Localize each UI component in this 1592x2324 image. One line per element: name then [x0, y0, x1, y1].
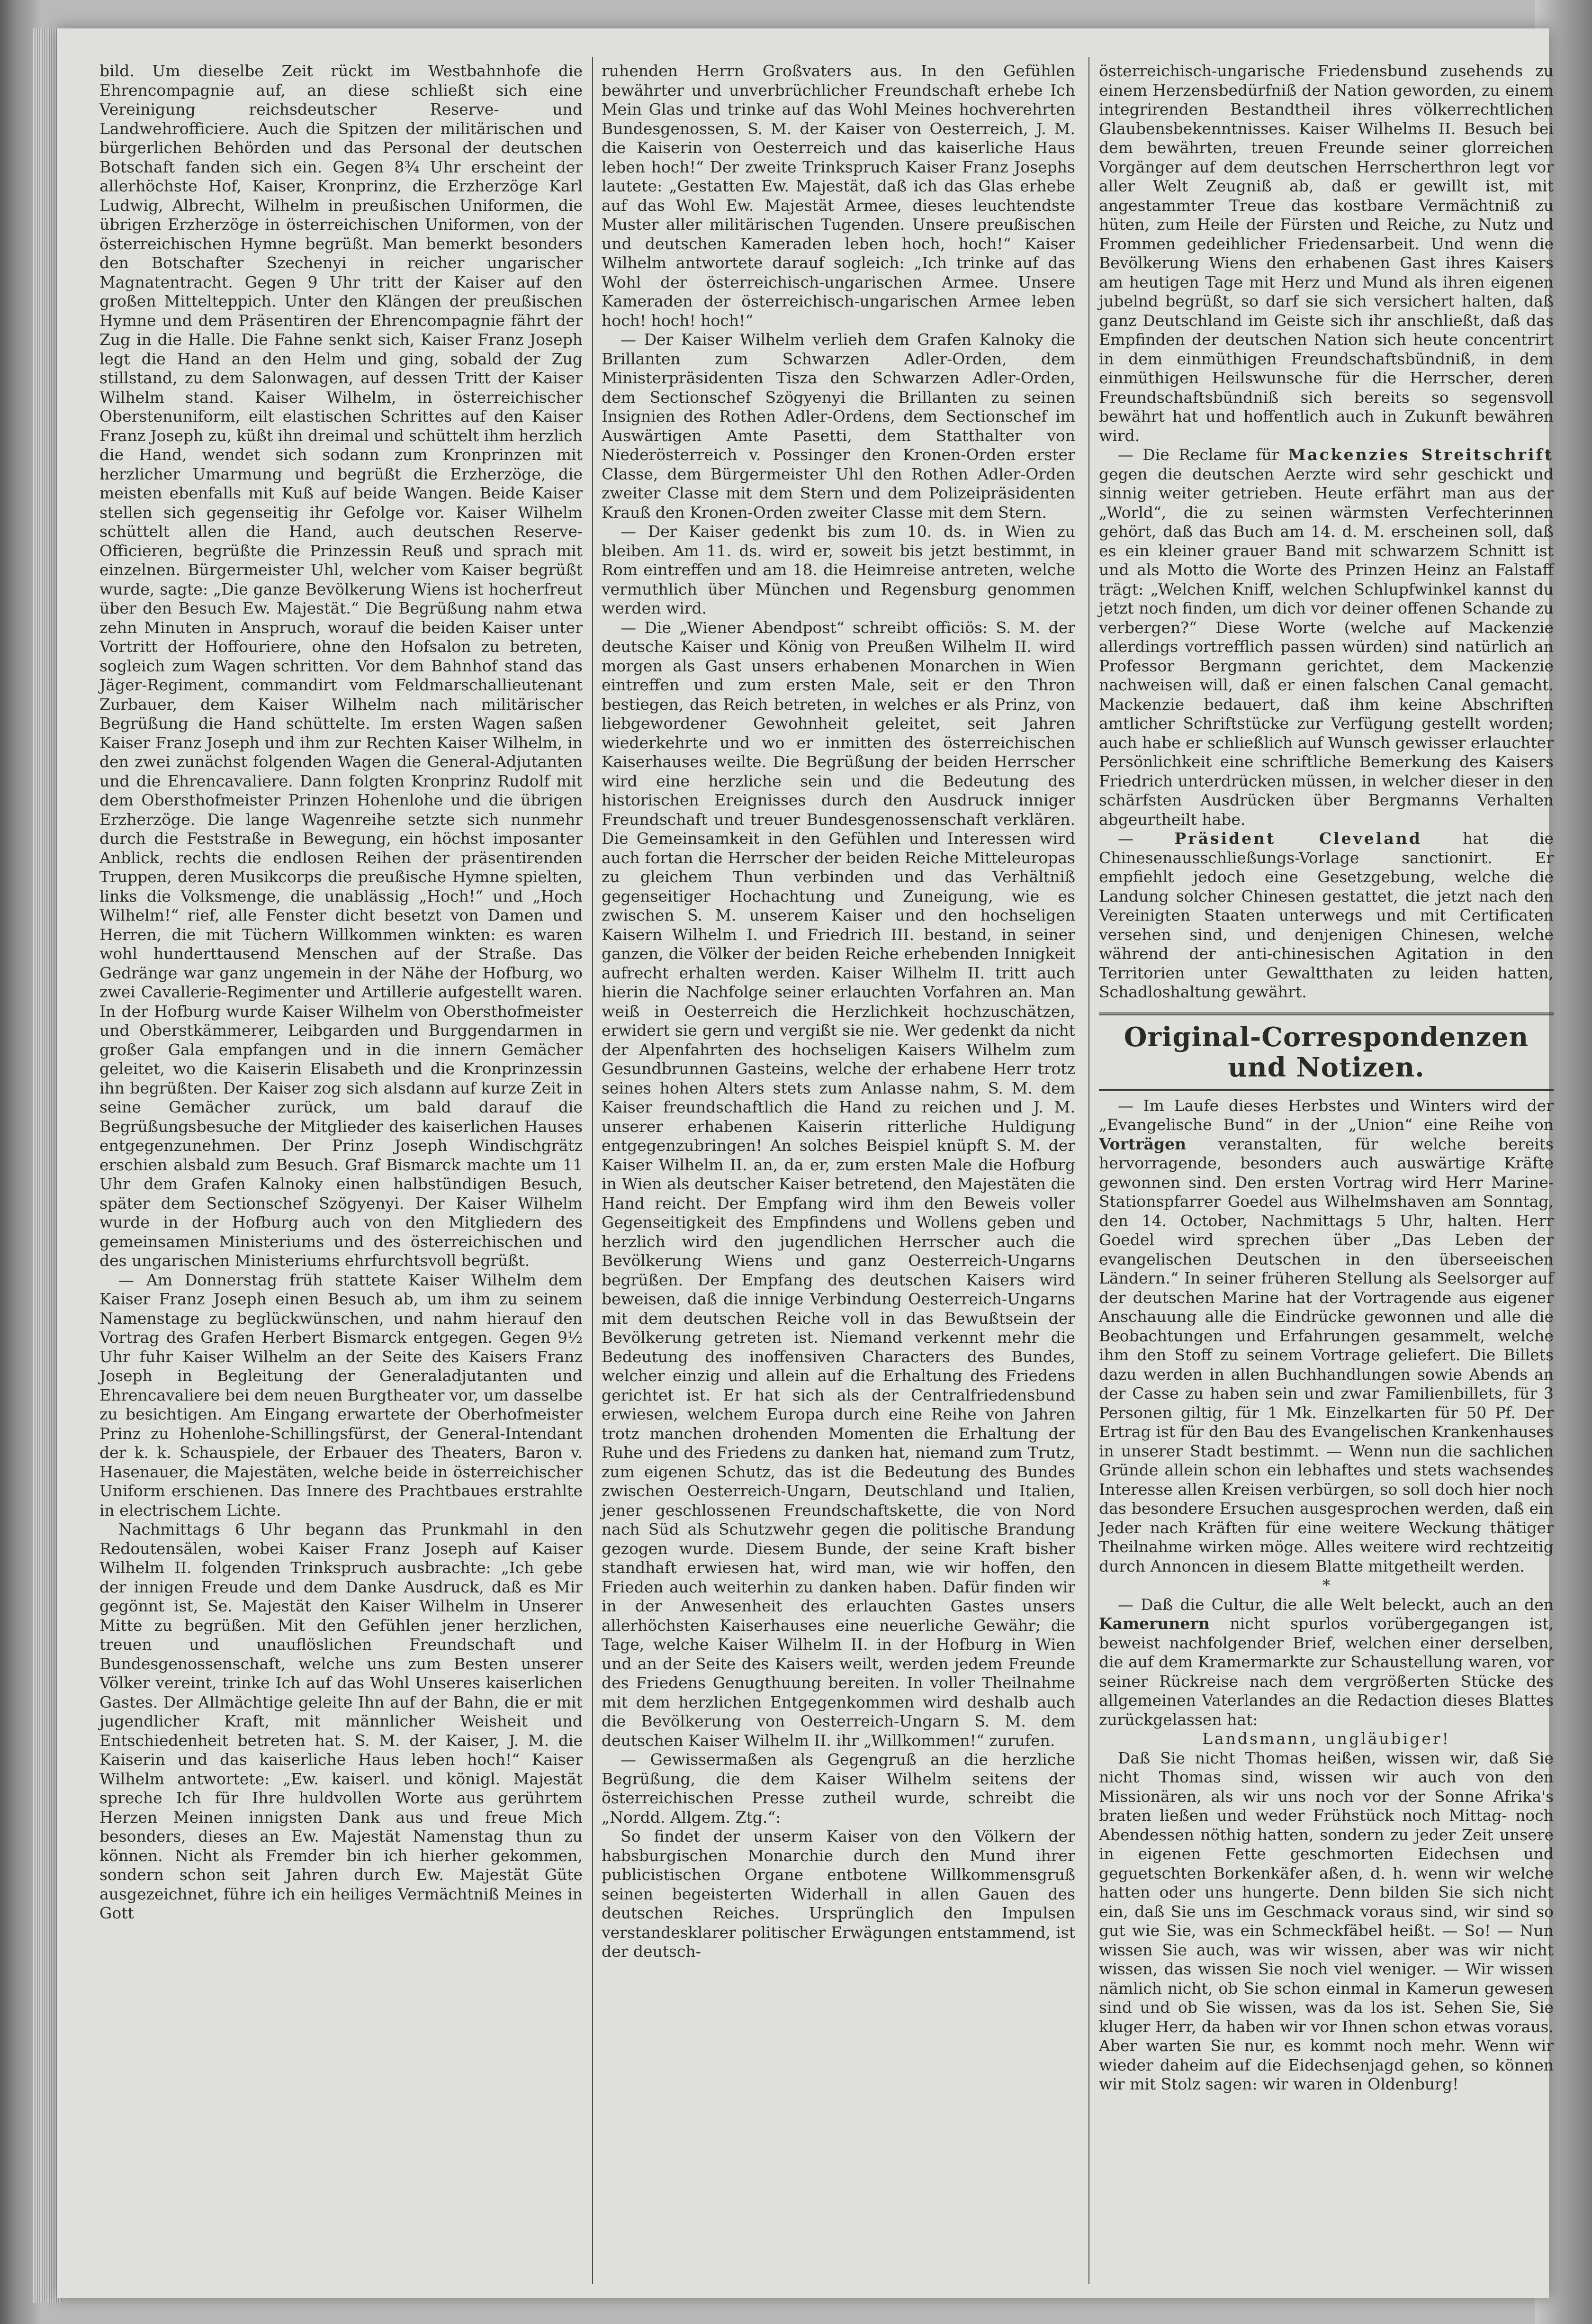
article-text: bild. Um dieselbe Zeit rückt im Westbahnhofe die Ehrencompagnie auf, an diese schließt sich eine Vereinigung reichsdeutscher Reserve- und Landwehrofficiere. Auch die Spitzen der militärischen und bürgerlichen Behörden und das Personal der deutschen Botschaft fanden sich ein. Gegen 8¾ Uhr erscheint der allerhöchste Hof, Kaiser, Kronprinz, die Erzherzöge Karl Ludwig, Albrecht, Wilhelm in preußischen Uniformen, die übrigen Erzherzöge in österreichischen Uniformen, von der österreichischen Hymne begrüßt. Man bemerkt besonders den Botschafter Szechenyi in reicher ungarischer Magnatentracht. Gegen 9 Uhr tritt der Kaiser auf den großen Mittelteppich. Unter den Klängen der preußischen Hymne und dem Präsentiren der Ehrencompagnie fährt der Zug in die Halle. Die Fahne senkt sich, Kaiser Franz Joseph legt die Hand an den Helm und ging, sobald der Zug stillstand, zu dem Salonwagen, auf dessen Tritt der Kaiser Wilhelm stand. Kaiser Wilhelm, in österreichischer Oberstenuniform, eilt elastischen Schrittes auf den Kaiser Franz Joseph zu, küßt ihn dreimal und schüttelt ihm herzlich die Hand, wendet sich sodann zum Kronprinzen mit herzlicher Umarmung und begrüßt die Erzherzöge, die meisten ebenfalls mit Kuß auf beide Wangen. Beide Kaiser stellen sich gegenseitig ihr Gefolge vor. Kaiser Wilhelm schüttelt allen die Hand, auch deutschen Reserve-Officieren, begrüßte die Prinzessin Reuß und sprach mit einzelnen. Bürgermeister Uhl, welcher vom Kaiser begrüßt wurde, sagte: „Die ganze Bevölkerung Wiens ist hocherfreut über den Besuch Ew. Majestät.“ Die Begrüßung nahm etwa zehn Minuten in Anspruch, worauf die beiden Kaiser unter Vortritt der Hoffouriere, ohne den Hofsalon zu betreten, sogleich zum Wagen schritten. Vor dem Bahnhof stand das Jäger-Regiment, commandirt vom Feldmarschallieutenant Zurbauer, dem Kaiser Wilhelm nach militärischer Begrüßung die Hand schüttelte. Im ersten Wagen saßen Kaiser Franz Joseph und ihm zur Rechten Kaiser Wilhelm, in den zwei zunächst folgenden Wagen die General-Adjutanten und die Ehrencavaliere. Dann folgten Kronprinz Rudolf mit dem Obersthofmeister Prinzen Hohenlohe und die übrigen Erzherzöge. Die lange Wagenreihe setzte sich nunmehr durch die Feststraße in Bewegung, ein höchst imposanter Anblick, rechts die endlosen Reihen der präsentirenden Truppen, deren Musikcorps die preußische Hymne spielten, links die Volksmenge, die unablässig „Hoch!“ und „Hoch Wilhelm!“ rief, alle Fenster dicht besetzt von Damen und Herren, die mit Tüchern Willkommen winkten: es waren wohl hunderttausend Menschen auf der Straße. Das Gedränge war ganz ungemein in der Nähe der Hofburg, wo zwei Cavallerie-Regimenter und Artillerie aufgestellt waren. In der Hofburg wurde Kaiser Wilhelm von Obersthofmeister und Oberstkämmerer, Leibgarden und Burggendarmen in großer Gala empfangen und in die innern Gemächer geleitet, wo die Kaiserin Elisabeth und die Kronprinzessin ihn begrüßten. Der Kaiser zog sich alsdann auf kurze Zeit in seine Gemächer zurück, um bald darauf die Begrüßungsbesuche der Mitglieder des kaiserlichen Hauses entgegenzunehmen. Der Prinz Joseph Windischgrätz erschien alsbald zum Besuch. Graf Bismarck machte um 11 Uhr dem Grafen Kalnoky einen halbstündigen Besuch, später dem Sectionschef Szögyenyi. Der Kaiser Wilhelm wurde in der Hofburg auch von den Mitgliedern des gemeinsamen Ministeriums und des österreichischen und des ungarischen Ministeriums ehrfurchtsvoll begrüßt. — [99, 62, 583, 1270]
bold-keyword: Präsident Cleveland — [1174, 829, 1422, 848]
text-run: nicht spurlos vorübergegangen ist, beweist nachfolgender Brief, welchen einer derselben, die auf dem Kramermarkte zur Schaustellung waren, vor seiner Rückreise nach dem vergrößerten Stücke des allgemeinen Vaterlandes an die Redaction dieses Blattes zurückgelassen hat: — [1099, 1614, 1554, 1729]
column-3 — [1099, 62, 1554, 2094]
column-rule — [1088, 57, 1089, 2284]
article-text: österreichisch-ungarische Friedensbund zusehends zu einem Herzensbedürfniß der Nation geworden, zu einem integrirenden Bestandtheil ihres völkerrechtlichen Glaubensbekenntnisses. Kaiser Wilhelms II. Besuch bei dem bewährten, treuen Freunde seiner glorreichen Vorgänger auf dem deutschen Herrscherthron legt vor aller Welt Zeugniß ab, daß er gewillt ist, mit angestammter Treue das kostbare Vermächtniß zu hüten, zum Heile der Fürsten und Reiche, zu Nutz und Frommen gedeihlicher Friedensarbeit. Und wenn die Bevölkerung Wiens den erhabenen Gast ihres Kaisers am heutigen Tage mit Herz und Mund als ihren eigenen jubelnd begrüßt, so darf sie sich versichert halten, daß ganz Deutschland im Geiste sich ihr anschließt, daß das Empfinden der deutschen Nation sich heute concentrirt in dem einmüthigen Freundschaftsbündniß, in dem einmüthigen Heilswunsche für die Herrscher, deren Freundschaftsbündniß sich bereits so segensvoll bewährt hat und hoffentlich auch in Zukunft bewähren wird. — [1099, 62, 1554, 445]
text-run: — Im Laufe dieses Herbstes und Winters wird der „Evangelische Bund“ in der „Union“ eine Reihe von — [1099, 1096, 1554, 1134]
article-text: ruhenden Herrn Großvaters aus. In den Gefühlen bewährter und unverbrüchlicher Freundschaft erhebe Ich Mein Glas und trinke auf das Wohl Meines hochverehrten Bundesgenossen, S. M. der Kaiser von Oesterreich, J. M. die Kaiserin von Oesterreich und das kaiserliche Haus leben hoch!“ Der zweite Trinkspruch Kaiser Franz Josephs lautete: „Gestatten Ew. Majestät, daß ich das Glas erhebe auf das Wohl Ew. Majestät Armee, dieses leuchtendste Muster aller militärischen Tugenden. Unsere preußischen und deutschen Kameraden leben hoch, hoch!“ Kaiser Wilhelm antwortete darauf sogleich: „Ich trinke auf das Wohl der österreichisch-ungarischen Armee. Unsere Kameraden der österreichisch-ungarischen Armee leben hoch! hoch! hoch!“ — [602, 62, 1075, 330]
text-run: gegen die deutschen Aerzte wird sehr geschickt und sinnig weiter getrieben. Heute erfährt man aus der „World“, die zu seinen wärmsten Verfechterinnen gehört, daß das Buch am 14. d. M. erscheinen soll, daß es ein kleiner grauer Band mit schwarzem Schnitt ist und als Motto die Worte des Prinzen Heinz an Falstaff trägt: „Welchen Kniff, welchen Schlupfwinkel kannst du jetzt noch finden, um dich vor deiner offenen Schande zu verbergen?“ Diese Worte (welche auf Mackenzie allerdings vortrefflich passen würden) sind natürlich an Professor Bergmann gerichtet, dem Mackenzie nachweisen will, daß er einen falschen Canal gemacht. Mackenzie bedauert, daß ihm keine Abschriften amtlicher Schriftstücke zur Verfügung gestellt worden; auch habe er schließlich auf Wunsch gewisser erlauchter Persönlichkeit eine schriftliche Bemerkung des Kaisers Friedrich unterdrücken müssen, in welcher dieser in den schärfsten Ausdrücken über Bergmanns Verhalten abgeurtheilt habe. — [1099, 464, 1554, 829]
article-text: Daß Sie nicht Thomas heißen, wissen wir, daß Sie nicht Thomas sind, wissen wir auch von den Missionären, als wir uns noch vor der Sonne Afrika's braten ließen und weder Frühstück noch Mittag- noch Abendessen nöthig hatten, sondern zu jeder Zeit unsere in eigenen Fette geschmorten Eidechsen und geguetschten Borkenkäfer aßen, d. h. wenn wir welche hatten oder uns hungerte. Denn bilden Sie sich nicht ein, daß Sie uns im Geschmack voraus sind, wir sind so gut wie Sie, was ein Schmeckfäbel heißt. — So! — Nun wissen Sie auch, was wir wissen, aber was wir nicht wissen, das wissen Sie noch viel weniger. — Wir wissen nämlich nicht, ob Sie schon einmal in Kamerun gewesen sind und ob Sie wissen, was da los ist. Sehen Sie, Sie kluger Herr, da haben wir vor Ihnen schon etwas voraus. Aber warten Sie nur, es kommt noch mehr. Wenn wir wieder daheim auf die Eidechsenjagd gehen, so können wir mit Stolz sagen: wir waren in Oldenburg! — [1099, 1748, 1554, 2093]
bold-keyword: Kamerunern — [1099, 1614, 1210, 1633]
section-heading-box — [1099, 1013, 1554, 1091]
asterisk-divider: * — [1322, 1576, 1331, 1594]
column-1 — [99, 62, 583, 1923]
text-run: — Die Reclame für — [1118, 445, 1288, 464]
article-text: — Der Kaiser gedenkt bis zum 10. ds. in Wien zu bleiben. Am 11. ds. wird er, soweit bis jetzt bestimmt, in Rom eintreffen und am 18. die Heimreise antreten, welche vermuthlich über München und Regensburg genommen werden wird. — [602, 522, 1075, 617]
text-run: veranstalten, für welche bereits hervorragende, besonders auch auswärtige Kräfte gewonnen sind. Den ersten Vortrag wird Herr Marine-Stationspfarrer Goedel aus Wilhelmshaven am Sonntag, den 14. October, Nachmittags 5 Uhr, halten. Herr Goedel wird sprechen über „Das Leben der evangelischen Deutschen in den überseeischen Ländern.“ In seiner früheren Stellung als Seelsorger auf der deutschen Marine hat der Vortragende aus eigener Anschauung alle die Eindrücke gewonnen und alle die Beobachtungen und Erfahrungen gesammelt, welche ihm den Stoff zu seinem Vortrage geliefert. Die Billets dazu werden in allen Buchhandlungen sowie Abends an der Casse zu haben sein und zwar Familienbillets, für 3 Personen giltig, für 1 Mk. Einzelkarten für 50 Pf. Der Ertrag ist für den Bau des Evangelischen Krankenhauses in unserer Stadt bestimmt. — Wenn nun die sachlichen Gründe allein schon ein lebhaftes und stets wachsendes Interesse allen Kreisen verbürgen, so soll doch hier noch das besondere Ersuchen ausgesprochen werden, daß ein Jeder nach Kräften für eine weitere Weckung thätiger Theilnahme wirken möge. Alles weitere wird rechtzeitig durch Annoncen in diesem Blatte mitgetheilt werden. — [1099, 1134, 1554, 1575]
article-text: — Der Kaiser Wilhelm verlieh dem Grafen Kalnoky die Brillanten zum Schwarzen Adler-Orden, dem Ministerpräsidenten Tisza den Schwarzen Adler-Orden, dem Sectionschef Szögyenyi die Brillanten zu seinen Insignien des Rothen Adler-Ordens, dem Sectionschef im Auswärtigen Amte Pasetti, dem Statthalter von Niederösterreich v. Possinger den Kronen-Orden erster Classe, dem Bürgermeister Uhl den Rothen Adler-Orden zweiter Classe mit dem Stern und dem Polizeipräsidenten Krauß den Kronen-Orden zweiter Classe mit dem Stern. — [602, 330, 1075, 522]
bold-keyword: Vorträgen — [1099, 1134, 1187, 1153]
article-text — [1099, 445, 1554, 829]
section-heading: Original-Correspondenzen und Notizen. — [1124, 1021, 1529, 1083]
column-2 — [602, 62, 1075, 1962]
article-text: So findet der unserm Kaiser von den Völkern der habsburgischen Monarchie durch den Mund ihrer publicistischen Organe entbotene Willkommensgruß seinen begeisterten Widerhall in allen Gauen des deutschen Reiches. Ursprünglich den Impulsen verstandesklarer politischer Erwägungen entstammend, ist der deutsch- — [602, 1827, 1075, 1961]
article-text: — Gewissermaßen als Gegengruß an die herzliche Begrüßung, die dem Kaiser Wilhelm seitens der österreichischen Presse zutheil wurde, schreibt die „Nordd. Allgem. Ztg.“: — [602, 1750, 1075, 1827]
article-text: Nachmittags 6 Uhr begann das Prunkmahl in den Redoutensälen, wobei Kaiser Franz Joseph auf Kaiser Wilhelm II. folgenden Trinkspruch ausbrachte: „Ich gebe der innigen Freude und dem Danke Ausdruck, daß es Mir gegönnt ist, Se. Majestät den Kaiser Wilhelm in Unserer Mitte zu begrüßen. Mit den Gefühlen jener herzlichen, treuen und unauflöslichen Freundschaft und Bundesgenossenschaft, welche uns zum Besten unserer Völker vereint, trinke Ich auf das Wohl Unseres kaiserlichen Gastes. Der Allmächtige geleite Ihn auf der Bahn, die er mit jugendlicher Kraft, mit männlicher Weisheit und Entschiedenheit betreten hat. S. M. der Kaiser, J. M. die Kaiserin und das kaiserliche Haus leben hoch!“ Kaiser Wilhelm antwortete: „Ew. kaiserl. und königl. Majestät spreche Ich für Ihre huldvollen Worte aus gerührtem Herzen Meinen innigsten Dank aus und freue Mich besonders, dieses an Ew. Majestät Namenstag thun zu können. Nicht als Fremder bin ich hierher gekommen, sondern schon seit Jahren durch Ew. Majestät Güte ausgezeichnet, führe ich ein heiliges Vermächtniß Meines in Gott — [99, 1520, 583, 1922]
article-text: — Die „Wiener Abendpost“ schreibt officiös: S. M. der deutsche Kaiser und König von Preußen Wilhelm II. wird morgen als Gast unsers erhabenen Monarchen in Wien eintreffen und zum ersten Male, seit er den Thron bestiegen, das Reich betreten, in welches er als Prinz, von liebgewordener Gewohnheit geleitet, seit Jahren wiederkehrte und wo er inmitten des österreichischen Kaiserhauses weilte. Die Begrüßung der beiden Herrscher wird eine herzliche sein und die Bedeutung des historischen Ereignisses durch den Ausdruck inniger Freundschaft und treuer Bundesgenossenschaft verklären. Die Gemeinsamkeit in den Gefühlen und Interessen wird auch fortan die Herrscher der beiden Reiche Mitteleuropas zu gleichem Thun verbinden und das Verhältniß gegenseitiger Hochachtung und Zuneigung, wie es zwischen S. M. unserem Kaiser und den hochseligen Kaisern Wilhelm I. und Friedrich III. bestand, in seiner ganzen, die Völker der beiden Reiche erhebenden Innigkeit aufrecht erhalten werden. Kaiser Wilhelm II. tritt auch hierin die Nachfolge seiner erlauchten Vorfahren an. Man weiß in Oesterreich die Herzlichkeit hochzuschätzen, erwidert sie gern und vergißt sie nie. Wer gedenkt da nicht der Alpenfahrten des hochseligen Kaisers Wilhelm zum Gesundbrunnen Gasteins, welche der erhabene Herr trotz seines hohen Alters stets zum Anlasse nahm, S. M. dem Kaiser freundschaftlich die Hand zu reichen und J. M. unserer erhabenen Kaiserin ritterliche Huldigung entgegenzubringen! An solches Beispiel knüpft S. M. der Kaiser Wilhelm II. an, da er, zum ersten Male die Hofburg in Wien als deutscher Kaiser betretend, den Majestäten die Hand reicht. Der Empfang wird ihm den Beweis voller Gegenseitigkeit des Empfindens und Wollens geben und herzlich wird den jugendlichen Herrscher auch die Bevölkerung Wiens und ganz Oesterreich-Ungarns begrüßen. Der Empfang des deutschen Kaisers wird beweisen, daß die innige Verbindung Oesterreich-Ungarns mit dem deutschen Reiche voll in das Bewußtsein der Bevölkerung getreten ist. Niemand verkennt mehr die Bedeutung des inoffensiven Characters des Bundes, welcher einzig und allein auf die Erhaltung des Friedens gerichtet ist. Er hat sich als der Centralfriedensbund erwiesen, welchem Europa durch eine Reihe von Jahren trotz manchen drohenden Momenten die Erhaltung der Ruhe und des Friedens zu danken hat, niemand zum Trutz, zum eigenen Schutz, das ist die Bedeutung des Bundes zwischen Oesterreich-Ungarn, Deutschland und Italien, jener geschlossenen Freundschaftskette, die von Nord nach Süd als Schutzwehr gegen die politische Brandung gezogen wurde. Diesem Bunde, der seine Kraft bisher standhaft erwiesen hat, wird man, wie wir hoffen, den Frieden auch weiterhin zu danken haben. Dafür finden wir in der Anwesenheit des erlauchten Gastes unsers allerhöchsten Kaiserhauses eine neuerliche Gewähr; die Tage, welche Kaiser Wilhelm II. in der Hofburg in Wien und an der Seite des Kaisers weilt, werden jedem Freunde des Friedens Genugthuung bereiten. In voller Theilnahme mit dem herzlichen Entgegenkommen wird deshalb auch die Bevölkerung von Oesterreich-Ungarn S. M. dem deutschen Kaiser Wilhelm II. ihr „Willkommen!“ zurufen. — [602, 618, 1075, 1750]
text-run: hat die Chinesenausschließungs-Vorlage sanctionirt. Er empfiehlt jedoch eine Gesetzgebung, welche die Landung solcher Chinesen gestattet, die jetzt nach den Vereinigten Staaten unterwegs und mit Certificaten versehen sind, und denjenigen Chinesen, welche während der anti-chinesischen Agitation in den Territorien unter Gewaltthaten zu leiden hatten, Schadloshaltung gewährt. — [1099, 829, 1554, 1001]
article-text — [1099, 1096, 1554, 1576]
letter-salutation: Landsmann, ungläubiger! — [1202, 1729, 1450, 1748]
article-text — [1099, 1595, 1554, 1730]
text-run: — Daß die Cultur, die alle Welt beleckt, auch an den — [1118, 1595, 1554, 1614]
text-run: — — [1118, 829, 1175, 848]
bold-keyword: Mackenzies Streitschrift — [1288, 445, 1554, 464]
column-rule — [592, 57, 593, 2284]
article-text: — Am Donnerstag früh stattete Kaiser Wilhelm dem Kaiser Franz Joseph einen Besuch ab, um ihm zu seinem Namenstage zu beglückwünschen, und nahm hierauf den Vortrag des Grafen Herbert Bismarck entgegen. Gegen 9½ Uhr fuhr Kaiser Wilhelm an der Seite des Kaisers Franz Joseph in Begleitung der Generaladjutanten und Ehrencavaliere bei dem neuen Burgtheater vor, um dasselbe zu besichtigen. Am Eingang erwartete der Oberhofmeister Prinz zu Hohenlohe-Schillingsfürst, der General-Intendant der k. k. Schauspiele, der Erbauer des Theaters, Baron v. Hasenauer, die Majestäten, welche beide in österreichischer Uniform erschienen. Das Innere des Prachtbaues erstrahlte in electrischem Lichte. — [99, 1270, 583, 1519]
article-text — [1099, 829, 1554, 1002]
newspaper-page — [57, 28, 1554, 2298]
